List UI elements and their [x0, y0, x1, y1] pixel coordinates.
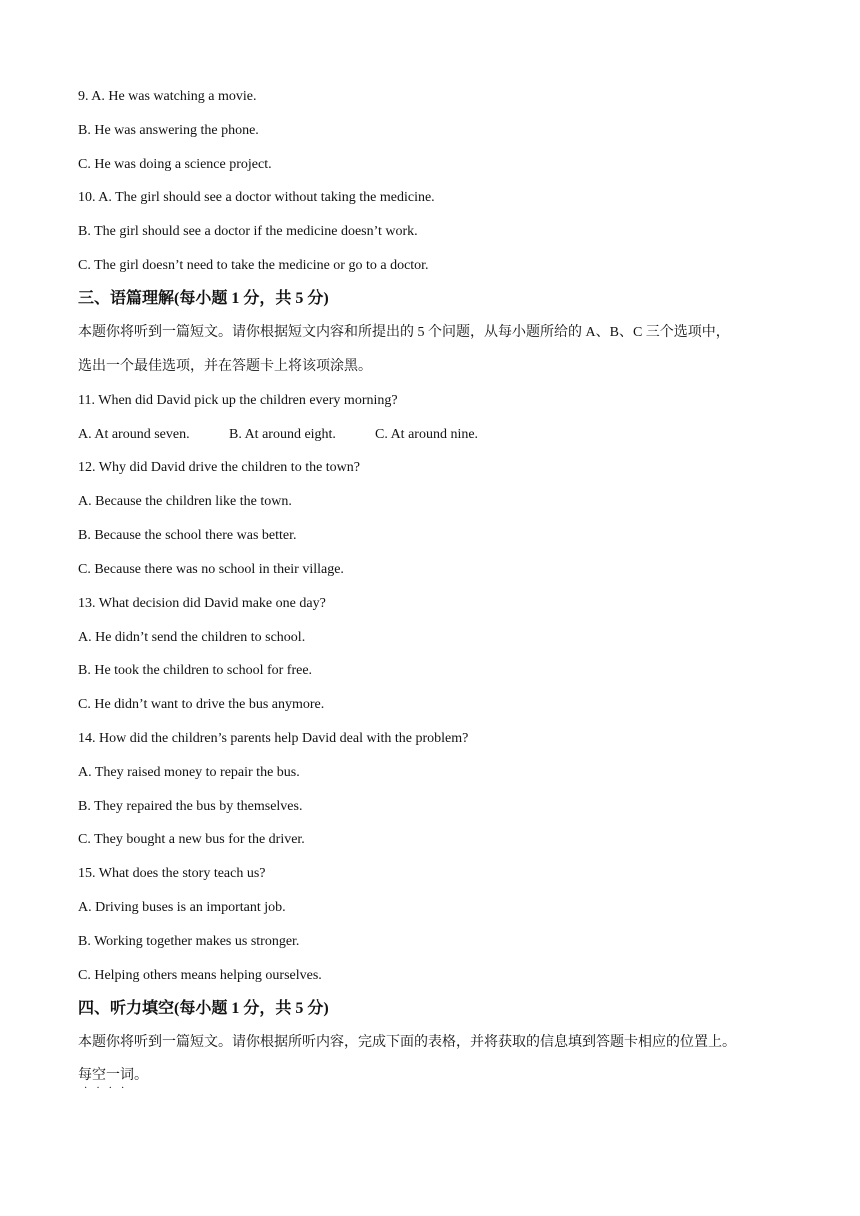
q15-option-b: B. Working together makes us stronger.	[78, 934, 300, 949]
emphasis-dots: ····	[84, 1083, 134, 1094]
part4-instruction-line2: 每空一词。	[78, 1068, 148, 1083]
q13-question: 13. What decision did David make one day?	[78, 596, 326, 611]
q14-option-a: A. They raised money to repair the bus.	[78, 765, 300, 780]
q9-option-a: 9. A. He was watching a movie.	[78, 89, 257, 104]
q11-option-b: B. At around eight.	[229, 427, 336, 442]
q12-option-a: A. Because the children like the town.	[78, 494, 292, 509]
q14-question: 14. How did the children’s parents help David deal with the problem?	[78, 731, 469, 746]
q14-option-c: C. They bought a new bus for the driver.	[78, 832, 305, 847]
q15-option-c: C. Helping others means helping ourselves.	[78, 968, 322, 983]
q10-option-b: B. The girl should see a doctor if the medicine doesn’t work.	[78, 224, 418, 239]
q11-options	[78, 425, 478, 445]
q13-option-c: C. He didn’t want to drive the bus anymore.	[78, 697, 325, 712]
q11-option-a: A. At around seven.	[78, 427, 190, 442]
q15-option-a: A. Driving buses is an important job.	[78, 900, 286, 915]
q11-question: 11. When did David pick up the children every morning?	[78, 393, 398, 408]
q10-option-a: 10. A. The girl should see a doctor without taking the medicine.	[78, 190, 435, 205]
q15-question: 15. What does the story teach us?	[78, 866, 266, 881]
q13-option-b: B. He took the children to school for free.	[78, 663, 313, 678]
part3-instruction-line1: 本题你将听到一篇短文。请你根据短文内容和所提出的 5 个问题，从每小题所给的 A、B、C 三个选项中，	[78, 325, 730, 340]
q9-option-b: B. He was answering the phone.	[78, 123, 259, 138]
part4-heading: 四、听力填空(每小题 1 分，共 5 分)	[78, 1000, 329, 1017]
part4-instruction-line1: 本题你将听到一篇短文。请你根据所听内容，完成下面的表格，并将获取的信息填到答题卡相应的位置上。	[78, 1035, 736, 1050]
part3-heading: 三、语篇理解(每小题 1 分，共 5 分)	[78, 290, 329, 307]
q9-option-c: C. He was doing a science project.	[78, 157, 272, 172]
q13-option-a: A. He didn’t send the children to school.	[78, 630, 306, 645]
q12-question: 12. Why did David drive the children to the town?	[78, 460, 361, 475]
q12-option-b: B. Because the school there was better.	[78, 528, 297, 543]
q12-option-c: C. Because there was no school in their village.	[78, 562, 344, 577]
q11-option-c: C. At around nine.	[375, 427, 479, 442]
part3-instruction-line2: 选出一个最佳选项，并在答题卡上将该项涂黑。	[78, 359, 372, 374]
q14-option-b: B. They repaired the bus by themselves.	[78, 799, 303, 814]
q10-option-c: C. The girl doesn’t need to take the medicine or go to a doctor.	[78, 258, 429, 273]
